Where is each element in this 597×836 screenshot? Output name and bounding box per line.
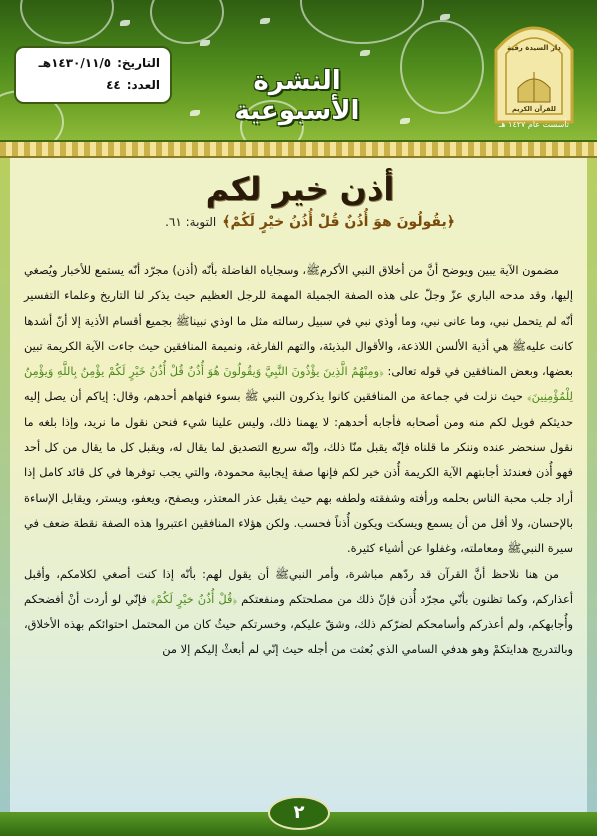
header-banner <box>0 0 597 140</box>
leaf-icon <box>400 118 410 124</box>
established-date: تأسست عام ١٤٢٧ هـ <box>499 120 569 129</box>
decorative-gold-band <box>0 140 597 158</box>
text-segment: حيث نزلت في جماعة من المنافقين كانوا يذكرون النبي ﷺ بسوء فنهاهم أحدهم، وقال: إياكم أن يصل إليه حديثكم فويل لكم منه ومن أصحابه فأجابه أحدهم: لا يهمنا ذلك، وليس علينا شيء فنحن نقول ما نريد، وإذا بلغه ما نقول سنحضر عنده وننكر ما قلناه فإنّه يقبل منّا ذلك، وإنّه سريع التصديق لما يقال له، ويقبل كل ما يقال من كل أحد فهو أُذن فعندئذ أجابتهم الآية الكريمة أُذن خير لكم فإنها صفة إيجابية محمودة، والتي يجب توفرها في كل قائد كامل إذا أراد جلب محبة الناس بحلمه ورأفته وشفقته ولطفه بهم حيث يقبل عذر المعتذر، ويصفح، ويعفو، ويستر، ويقابل الإساءة بالإحسان، ولا أقل من أن يسمع ويسكت ويكون أُذناً فحسب. ولكن هؤلاء المنافقين اعتبروا هذه الصفة نقطة ضعف في سيرة النبيﷺ ومعاملته، وغفلوا عن أشياء كثيرة. <box>24 389 573 556</box>
issue-label: العدد: <box>126 78 160 92</box>
leaf-icon <box>200 40 210 46</box>
leaf-icon <box>120 20 130 26</box>
leaf-icon <box>260 18 270 24</box>
text-segment: فإنّي لو أردت أنْ أفضحكم وأُجابهكم، ولم أعذركم وأسامحكم لضرّكم ذلك، وشقّ عليكم، وخسرتكم حيثُ كان من المحتمل احتوائكم بهذه الأخلاق، وبالتدريج هدايتكمْ وهو هدفي السامي الذي بُعثت من أجله حيث إنّي لم أبعثْ إليكم إلا من <box>24 591 573 657</box>
issue-value: ٤٤ <box>106 78 121 92</box>
floral-swirl-icon <box>300 0 424 44</box>
date-label: التاريخ: <box>117 56 160 70</box>
bulletin-title: النشرة الأسبوعية <box>234 66 360 126</box>
text-segment: من هنا نلاحظ أنَّ القرآن قد ردّهم مباشرة، وأمر النبيﷺ أن يقول لهم: بأنّه إذا كنت أصغي لكلامكم، وأقبل أعذاركم، وكما تظنون بأنّي مجرّد أُذن فإنّ ذلك من مصلحتكم ومنفعتكم <box>24 566 573 606</box>
floral-swirl-icon <box>150 0 224 44</box>
floral-swirl-icon <box>400 20 484 114</box>
leaf-icon <box>440 14 450 20</box>
page-number: ٢ <box>268 796 330 830</box>
leaf-icon <box>360 50 370 56</box>
date-value: ١٤٣٠/١١/٥هـ <box>38 56 112 70</box>
left-border-strip <box>0 158 10 836</box>
paragraph <box>24 258 573 562</box>
quranic-quote: ﴿ومِنْهُمُ الَّذِينَ يؤْذُونَ النَّبِيَّ وَيقُولُونَ هُوَ أُذُنٌ قُلْ أُذُنُ خَيْرٍ لَكُمْ يؤْمِنُ بِاللَّهِ وَيؤْمِنُ لِلْمُؤْمِنِينَ﴾ <box>24 364 573 404</box>
institution-logo-icon <box>488 10 580 128</box>
quranic-verse: ﴿يقُولُونَ هوَ أُذُنٌ قُلْ أُذُنُ خيْرٍ لَكُمْ﴾ <box>222 214 455 230</box>
verse-reference: التوبة: ٦١. <box>165 215 217 229</box>
paragraph <box>24 562 573 663</box>
floral-swirl-icon <box>20 0 114 44</box>
logo-text-top: دار السيدة رقية <box>507 44 561 52</box>
logo-text-bottom: للقرآن الكريم <box>512 105 556 113</box>
article-body <box>24 258 573 663</box>
issue-info-box <box>14 46 172 104</box>
text-segment: مضمون الآية يبين ويوضح أنَّ من أخلاق النبي الأكرمﷺ، وسجاياه الفاضلة بأنّه (أذن) مجرّد أنّه يستمع للأخبار ويُصغي إليها، وقد مدحه الباري عزّ وجلّ على هذه الصفة الجميلة المهمة للرجل العظيم حيث يذكر لنا التاريخ وعلماء التفسير أنّه لم يتحمل نبي، وما عانى نبي، وما أوذي نبي في سبيل رسالته مثل ما اوذي نبيناﷺ بجميع أقسام الأذية إلا أنّ أشدها كانت عليهﷺ هي أذية الألسن اللاذعة، والأقوال البذيئة، والتهم الفارغة، ونميمة المنافقين حيث جاءت الآية الكريمة تبين بعضها، وبعض المنافقين في قوله تعالى: <box>24 263 574 379</box>
right-border-strip <box>587 158 597 836</box>
quranic-quote: ﴿قُلْ أُذُنُ خيْرٍ لَكُمْ﴾ <box>150 591 238 606</box>
date-row <box>39 56 160 70</box>
leaf-icon <box>190 110 200 116</box>
article-title: أذن خير لكم <box>205 170 395 208</box>
verse-line <box>160 214 460 230</box>
issue-row <box>106 78 160 92</box>
